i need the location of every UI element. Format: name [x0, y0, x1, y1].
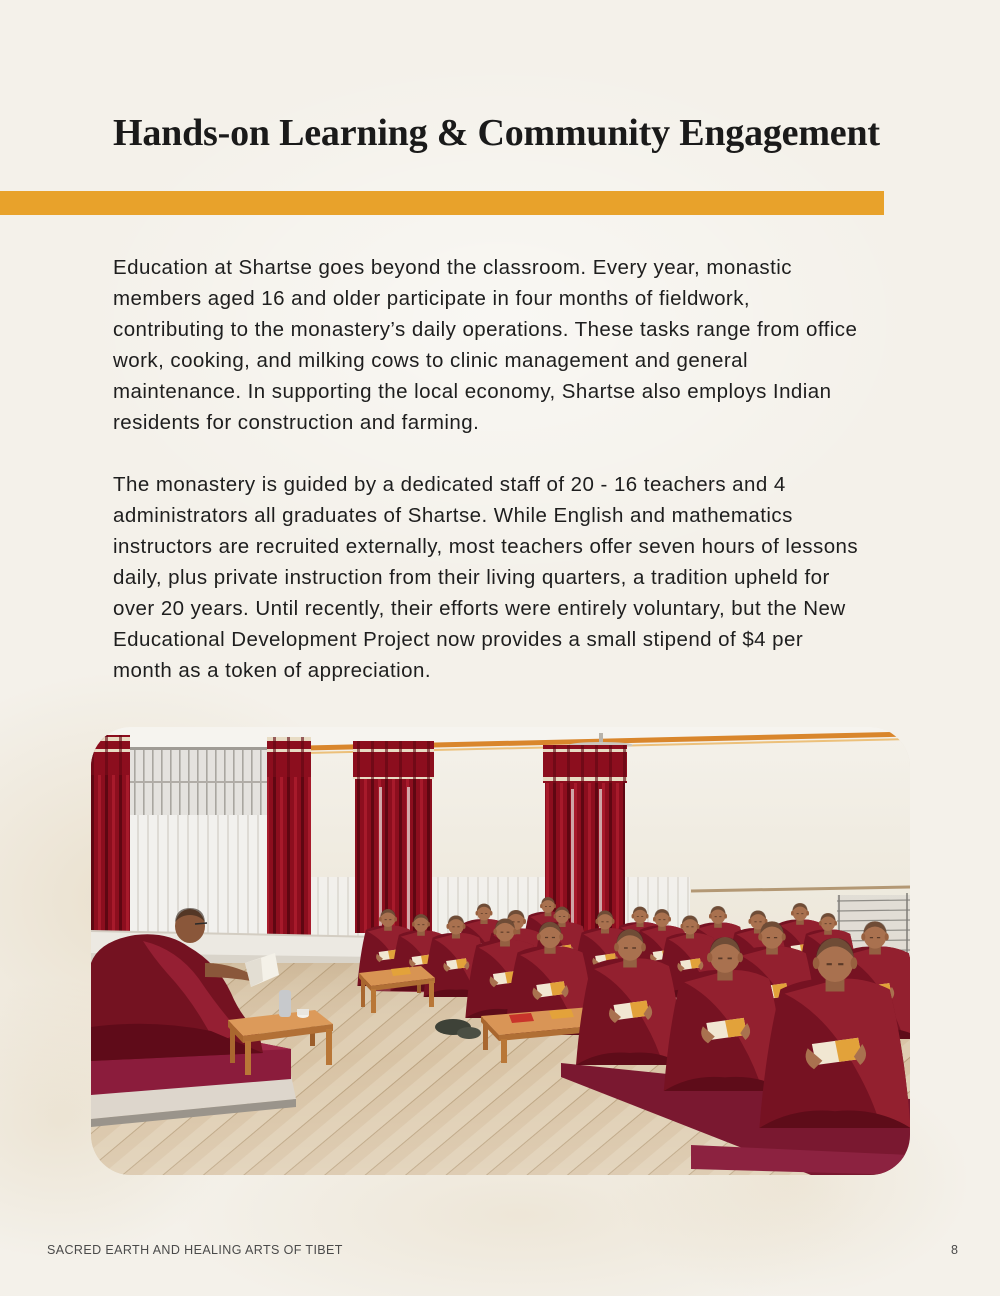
accent-bar: [0, 191, 884, 215]
text-line: administrators all graduates of Shartse. While English and mathematics: [113, 504, 793, 527]
text-line: Education at Shartse goes beyond the classroom. Every year, monastic: [113, 256, 792, 279]
text-line: members aged 16 and older participate in four months of fieldwork,: [113, 287, 751, 310]
page-number: 8: [951, 1243, 958, 1257]
paragraph-staff: [113, 469, 858, 686]
curtain: [267, 737, 311, 941]
page-title: Hands-on Learning & Community Engagement: [113, 112, 880, 154]
classroom-photo: [91, 727, 910, 1175]
body-text: [113, 252, 858, 686]
footer-publication-title: SACRED EARTH AND HEALING ARTS OF TIBET: [47, 1243, 343, 1257]
text-line: daily, plus private instruction from their living quarters, a tradition upheld for: [113, 566, 830, 589]
text-line: Educational Development Project now provides a small stipend of $4 per: [113, 628, 804, 651]
text-line: contributing to the monastery’s daily operations. These tasks range from office: [113, 318, 858, 341]
window: [130, 747, 270, 939]
text-line: maintenance. In supporting the local economy, Shartse also employs Indian: [113, 380, 832, 403]
text-line: residents for construction and farming.: [113, 411, 480, 434]
paragraph-fieldwork: [113, 252, 858, 438]
photo-scene: [91, 727, 910, 1175]
text-line: The monastery is guided by a dedicated staff of 20 - 16 teachers and 4: [113, 473, 786, 496]
text-line: over 20 years. Until recently, their efforts were entirely voluntary, but the New: [113, 597, 846, 620]
curtain: [353, 741, 434, 933]
text-line: month as a token of appreciation.: [113, 659, 431, 682]
thermos: [279, 990, 291, 1017]
text-line: instructors are recruited externally, most teachers offer seven hours of lessons: [113, 535, 859, 558]
curtain: [91, 735, 130, 942]
text-line: work, cooking, and milking cows to clinic management and general: [113, 349, 749, 372]
